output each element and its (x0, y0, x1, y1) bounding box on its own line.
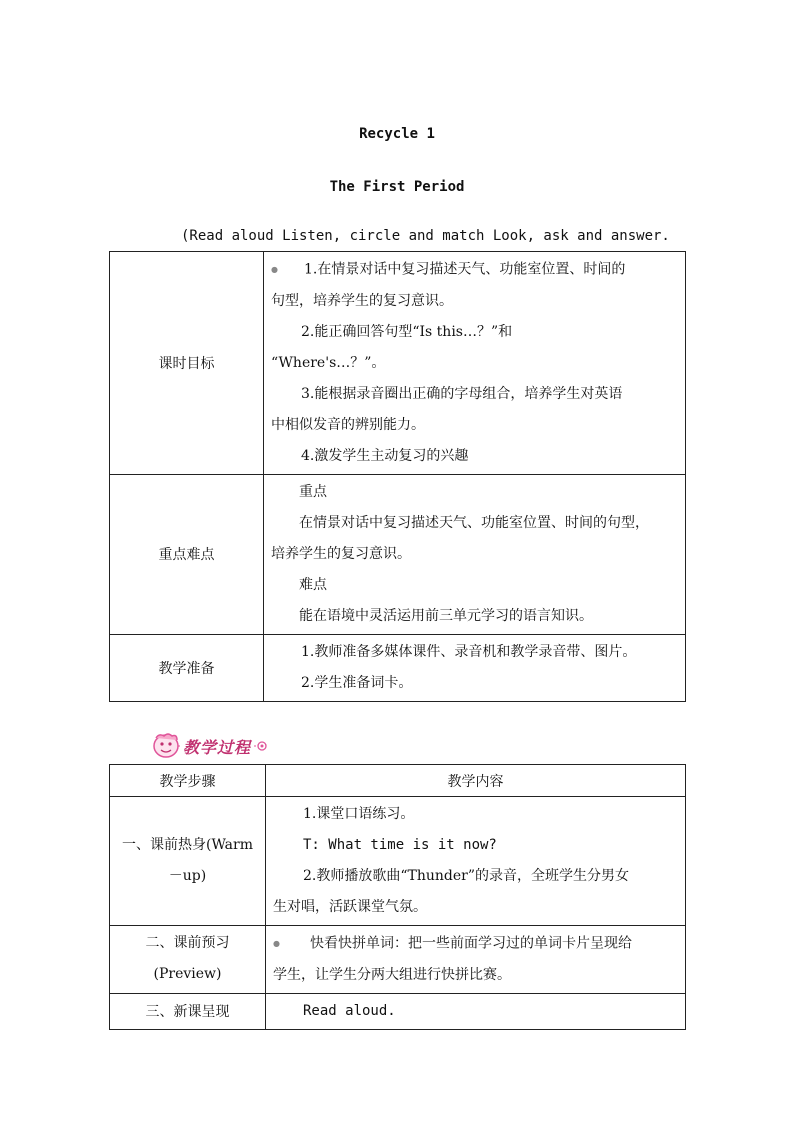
objective-line-2: 句型，培养学生的复习意识。 (271, 292, 453, 309)
warm-up-line-2: T: What time is it now? (303, 837, 497, 853)
warm-up-line-1: 1.课堂口语练习。 (303, 806, 415, 822)
new-lesson-content (266, 993, 686, 1029)
preview-label (110, 926, 266, 994)
new-lesson-label: 三、新课呈现 (110, 993, 266, 1029)
header-content: 教学内容 (266, 765, 686, 797)
table-row-objectives (110, 252, 686, 475)
key-points-label: 重点难点 (110, 474, 264, 634)
preparation-line-2: 2.学生准备词卡。 (301, 674, 413, 691)
key-point-text-1: 在情景对话中复习描述天气、功能室位置、时间的句型， (299, 514, 649, 531)
teaching-process-table (109, 764, 686, 1030)
bullet-dot-icon: ● (273, 939, 280, 948)
table-row-key-points (110, 474, 686, 634)
badge-text: 教学过程 (180, 735, 254, 758)
warm-up-label-line-1: 一、课前热身(Warm (122, 837, 253, 853)
period-title: The First Period (329, 179, 465, 195)
objective-line-6: 中相似发音的辨别能力。 (271, 416, 425, 433)
new-lesson-line-1: Read aloud. (303, 1002, 396, 1019)
objectives-label: 课时目标 (110, 252, 264, 475)
objective-line-3: 2.能正确回答句型“Is this…？”和 (301, 323, 513, 340)
bullet-dot-icon: ● (271, 265, 278, 274)
warm-up-label-line-2: －up) (168, 868, 207, 884)
warm-up-label (110, 797, 266, 926)
key-point-text-2: 培养学生的复习意识。 (271, 545, 411, 562)
table-row-preview (110, 926, 686, 994)
table-row-preparation (110, 634, 686, 701)
lesson-info-table (109, 251, 686, 702)
preview-line-2: 学生，让学生分两大组进行快拼比赛。 (273, 966, 511, 983)
preparation-label: 教学准备 (110, 634, 264, 701)
teaching-process-badge (150, 732, 268, 760)
table-row-warm-up (110, 797, 686, 926)
document-title: Recycle 1 (359, 126, 435, 142)
objectives-content (264, 252, 686, 475)
difficulty-heading: 难点 (299, 576, 327, 593)
preview-label-line-2: (Preview) (153, 966, 222, 983)
warm-up-line-4: 生对唱，活跃课堂气氛。 (273, 899, 427, 915)
preview-content (266, 926, 686, 994)
activity-subtitle: (Read aloud Listen, circle and match Look, ask and answer. (181, 228, 670, 244)
objective-line-4: “Where's…？”。 (271, 354, 386, 371)
objective-line-5: 3.能根据录音圈出正确的字母组合，培养学生对英语 (301, 385, 623, 402)
warm-up-content (266, 797, 686, 926)
table-header-row (110, 765, 686, 797)
preview-line-1: 快看快拼单词：把一些前面学习过的单词卡片呈现给 (309, 935, 632, 952)
preparation-content (264, 634, 686, 701)
header-steps: 教学步骤 (110, 765, 266, 797)
warm-up-line-3: 2.教师播放歌曲“Thunder”的录音，全班学生分男女 (303, 868, 629, 884)
objective-line-1: 1.在情景对话中复习描述天气、功能室位置、时间的 (303, 261, 626, 278)
objective-line-7: 4.激发学生主动复习的兴趣 (301, 447, 469, 464)
preparation-line-1: 1.教师准备多媒体课件、录音机和教学录音带、图片。 (301, 643, 637, 660)
preview-label-line-1: 二、课前预习 (145, 935, 230, 952)
key-points-content (264, 474, 686, 634)
table-row-new-lesson (110, 993, 686, 1029)
key-point-heading: 重点 (299, 483, 327, 500)
difficulty-text: 能在语境中灵活运用前三单元学习的语言知识。 (299, 607, 593, 624)
